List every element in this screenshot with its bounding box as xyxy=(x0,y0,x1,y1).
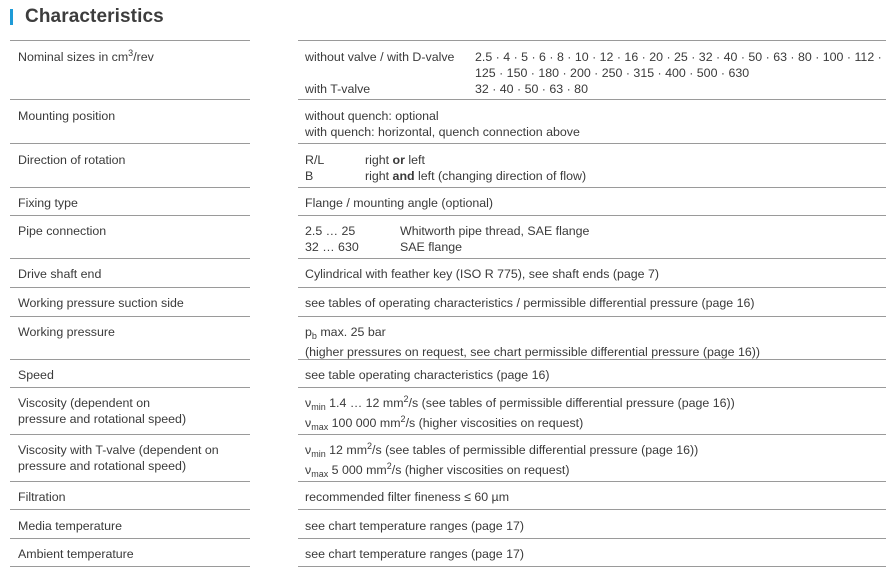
value-viscosity-t-valve xyxy=(305,442,890,482)
value-nominal-sizes xyxy=(305,49,890,97)
label-pipe-connection: Pipe connection xyxy=(18,224,107,238)
label-mounting-position: Mounting position xyxy=(18,109,116,123)
label-speed: Speed xyxy=(18,368,54,382)
section-heading xyxy=(10,6,164,28)
label-media-temperature: Media temperature xyxy=(18,519,122,533)
value-working-pressure xyxy=(305,324,890,360)
divider xyxy=(10,99,250,100)
label-filtration: Filtration xyxy=(18,490,66,504)
divider xyxy=(10,387,250,388)
heading-accent-bar xyxy=(10,9,13,25)
divider xyxy=(10,287,250,288)
divider xyxy=(298,509,886,510)
divider xyxy=(298,258,886,259)
divider xyxy=(10,215,250,216)
label-fixing-type: Fixing type xyxy=(18,196,78,210)
divider xyxy=(298,566,886,567)
value-drive-shaft-end: Cylindrical with feather key (ISO R 775), see shaft ends (page 7) xyxy=(305,267,659,281)
divider xyxy=(298,99,886,100)
page-title: Characteristics xyxy=(25,6,164,27)
viscosity-t-max: $\nu_{max}$ 5 000 $mm^2/s$ (higher viscosities on request) xyxy=(305,461,570,479)
sizes-line2-values: 32 · 40 · 50 · 63 · 80 xyxy=(475,82,588,96)
mounting-line2: with quench: horizontal, quench connection above xyxy=(305,125,580,139)
divider xyxy=(10,481,250,482)
label-direction-of-rotation: Direction of rotation xyxy=(18,153,126,167)
divider xyxy=(298,215,886,216)
divider xyxy=(298,538,886,539)
pipe-text1: Whitworth pipe thread, SAE flange xyxy=(400,224,590,238)
divider xyxy=(10,434,250,435)
label-viscosity-t-valve: Viscosity with T-valve (dependent on pressure and rotational speed) xyxy=(18,443,219,473)
viscosity-t-min: $\nu_{min}$ 12 $mm^2/s$ (see tables of permissible differential pressure (page 16)) xyxy=(305,441,699,459)
mounting-line1: without quench: optional xyxy=(305,109,439,123)
pressure-line2: (higher pressures on request, see chart permissible differential pressure (page 16)) xyxy=(305,345,761,359)
rotation-code-rl: R/L xyxy=(305,153,325,167)
label-viscosity: Viscosity (dependent on pressure and rotational speed) xyxy=(18,396,187,426)
value-speed: see table operating characteristics (page 16) xyxy=(305,368,550,382)
label-working-pressure: Working pressure xyxy=(18,325,115,339)
pipe-range2: 32 … 630 xyxy=(305,240,359,254)
sizes-line2-label: with T-valve xyxy=(305,82,371,96)
pipe-text2: SAE flange xyxy=(400,240,462,254)
value-media-temperature: see chart temperature ranges (page 17) xyxy=(305,519,525,533)
sizes-line1-values: 2.5 · 4 · 5 · 6 · 8 · 10 · 12 · 16 · 20 · 25 · 32 · 40 · 50 · 63 · 80 · 100 · 112 · 125 · 150 · 180 · 200 · 250 · 315 · 400 · 500 · 630 xyxy=(475,50,882,80)
sizes-line1-label: without valve / with D-valve xyxy=(305,50,455,64)
divider xyxy=(298,287,886,288)
label-nominal-sizes: Nominal sizes in $cm^3$/rev xyxy=(18,48,154,64)
label-drive-shaft-end: Drive shaft end xyxy=(18,267,102,281)
value-mounting-position xyxy=(305,108,890,140)
divider xyxy=(10,187,250,188)
viscosity-min: $\nu_{min}$ 1.4 … 12 $mm^2/s$ (see tables of permissible differential pressure (page 16)) xyxy=(305,394,735,412)
divider xyxy=(298,316,886,317)
divider xyxy=(10,538,250,539)
rotation-text-rl: right or left xyxy=(365,153,425,167)
value-viscosity xyxy=(305,395,890,435)
divider xyxy=(298,187,886,188)
value-pipe-connection xyxy=(305,223,890,255)
divider xyxy=(298,387,886,388)
divider xyxy=(10,143,250,144)
value-fixing-type: Flange / mounting angle (optional) xyxy=(305,196,494,210)
divider xyxy=(10,316,250,317)
viscosity-max: $\nu_{max}$ 100 000 $mm^2/s$ (higher viscosities on request) xyxy=(305,414,584,432)
value-direction-of-rotation xyxy=(305,152,890,184)
divider xyxy=(10,566,250,567)
rotation-text-b: right and left (changing direction of flow) xyxy=(365,169,587,183)
value-filtration: recommended filter fineness ≤ 60 µm xyxy=(305,490,510,504)
pipe-range1: 2.5 … 25 xyxy=(305,224,356,238)
rotation-code-b: B xyxy=(305,169,314,183)
value-ambient-temperature: see chart temperature ranges (page 17) xyxy=(305,547,525,561)
divider xyxy=(10,359,250,360)
pressure-line1: $p_b$ max. 25 bar xyxy=(305,325,386,341)
label-working-pressure-suction: Working pressure suction side xyxy=(18,296,184,310)
divider xyxy=(10,509,250,510)
value-working-pressure-suction: see tables of operating characteristics / permissible differential pressure (page 16) xyxy=(305,296,755,310)
label-ambient-temperature: Ambient temperature xyxy=(18,547,134,561)
divider xyxy=(298,40,886,41)
divider xyxy=(10,258,250,259)
divider xyxy=(10,40,250,41)
divider xyxy=(298,143,886,144)
